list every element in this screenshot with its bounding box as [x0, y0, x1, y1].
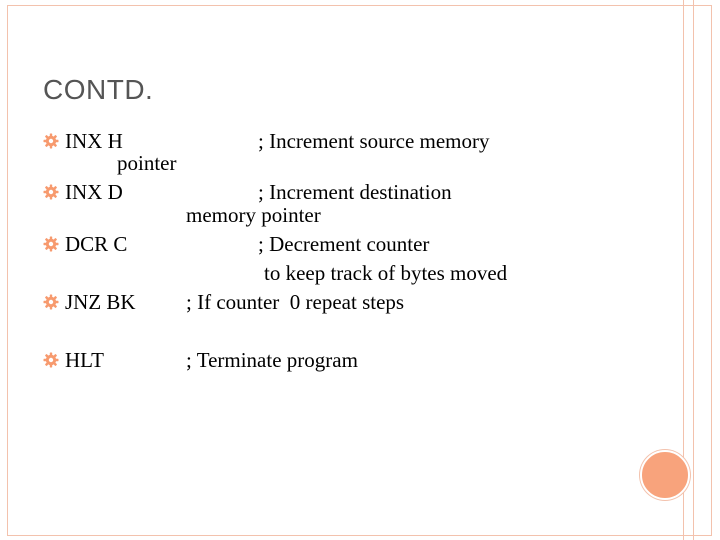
- instruction-text: HLT: [65, 348, 104, 372]
- slide-title: CONTD.: [43, 74, 154, 105]
- comment-text: ; Terminate program: [186, 348, 358, 372]
- instruction-text: DCR C: [65, 232, 128, 256]
- gear-bullet-icon: [43, 352, 59, 368]
- comment-continuation: pointer: [117, 151, 177, 175]
- comment-continuation: to keep track of bytes moved: [264, 261, 508, 285]
- comment-text: ; Increment source memory: [258, 129, 490, 153]
- gear-bullet-icon: [43, 184, 59, 200]
- gear-bullet-icon: [43, 294, 59, 310]
- comment-continuation: memory pointer: [186, 203, 321, 227]
- instruction-text: JNZ BK: [65, 290, 136, 314]
- orange-circle-icon: [640, 450, 690, 500]
- comment-text: ; Increment destination: [258, 180, 452, 204]
- comment-text: ; If counter 0 repeat steps: [186, 290, 405, 314]
- comment-text: ; Decrement counter: [258, 232, 430, 256]
- decorative-line: [693, 0, 694, 540]
- gear-bullet-icon: [43, 236, 59, 252]
- gear-bullet-icon: [43, 133, 59, 149]
- instruction-text: INX H: [65, 129, 123, 153]
- instruction-text: INX D: [65, 180, 123, 204]
